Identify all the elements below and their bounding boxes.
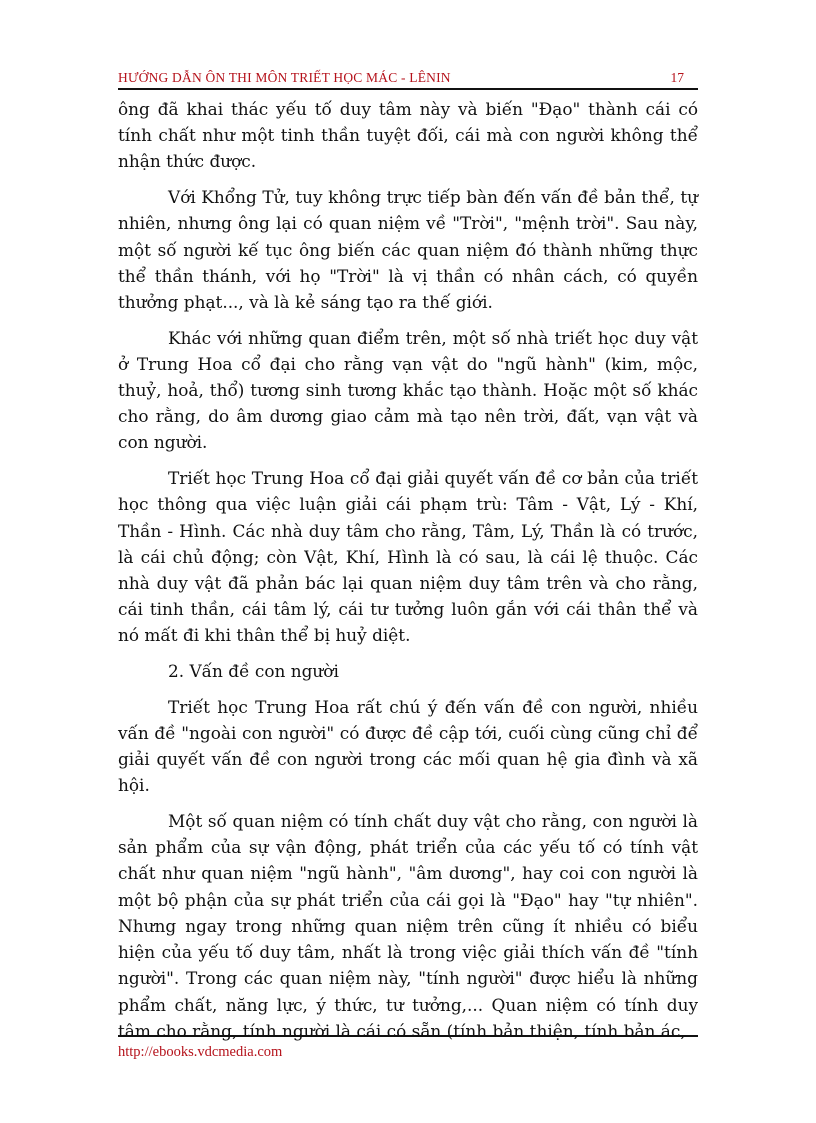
paragraph: Triết học Trung Hoa rất chú ý đến vấn đề con người, nhiều vấn đề "ngoài con người" có được đề cập tới, cuối cùng cũng chỉ để giải quyết vấn đề con người trong các mối quan hệ gia đình và xã hội. [118,696,698,796]
page-number: 17 [670,70,684,85]
page-header [118,64,698,86]
paragraph: ông đã khai thác yếu tố duy tâm này và biến "Đạo" thành cái có tính chất như một tinh thần tuyệt đối, cái mà con người không thể nhận thức được. [118,99,698,172]
paragraph: Triết học Trung Hoa cổ đại giải quyết vấn đề cơ bản của triết học thông qua việc luận giải cái phạm trù: Tâm - Vật, Lý - Khí, Thần - Hình. Các nhà duy tâm cho rằng, Tâm, Lý, Thần là có trước, là cái chủ động; còn Vật, Khí, Hình là có sau, là cái lệ thuộc. Các nhà duy vật đã phản bác lại quan niệm duy tâm trên và cho rằng, cái tinh thần, cái tâm lý, cái tư tưởng luôn gắn với cái thân thể và nó mất đi khi thân thể bị huỷ diệt. [118,468,698,646]
body-text [118,96,698,1041]
paragraph: Khác với những quan điểm trên, một số nhà triết học duy vật ở Trung Hoa cổ đại cho rằng vạn vật do "ngũ hành" (kim, mộc, thuỷ, hoả, thổ) tương sinh tương khắc tạo thành. Hoặc một số khác cho rằng, do âm dương giao cảm mà tạo nên trời, đất, vạn vật và con người. [118,327,698,453]
header-divider [118,88,698,90]
section-heading: 2. Vấn đề con người [168,661,339,682]
paragraph: Với Khổng Tử, tuy không trực tiếp bàn đến vấn đề bản thể, tự nhiên, nhưng ông lại có quan niệm về "Trời", "mệnh trời". Sau này, một số người kế tục ông biến các quan niệm đó thành những thực thể thần thánh, với họ "Trời" là vị thần có nhân cách, có quyền thưởng phạt..., và là kẻ sáng tạo ra thế giới. [118,187,698,312]
footer-divider [118,1035,698,1037]
footer-link[interactable]: http://ebooks.vdcmedia.com [118,1044,283,1060]
running-title: HƯỚNG DẪN ÔN THI MÔN TRIẾT HỌC MÁC - LÊNIN [118,70,451,85]
paragraph: Một số quan niệm có tính chất duy vật cho rằng, con người là sản phẩm của sự vận động, phát triển của các yếu tố có tính vật chất như quan niệm "ngũ hành", "âm dương", hay coi con người là một bộ phận của sự phát triển của cái gọi là "Đạo" hay "tự nhiên". Nhưng ngay trong những quan niệm trên cũng ít nhiều có biểu hiện của yếu tố duy tâm, nhất là trong việc giải thích vấn đề "tính người". Trong các quan niệm này, "tính người" được hiểu là những phẩm chất, năng lực, ý thức, tư tưởng,... Quan niệm có tính duy tâm cho rằng, tính người là cái có sẵn (tính bản thiện, tính bản ác, [118,811,698,1041]
